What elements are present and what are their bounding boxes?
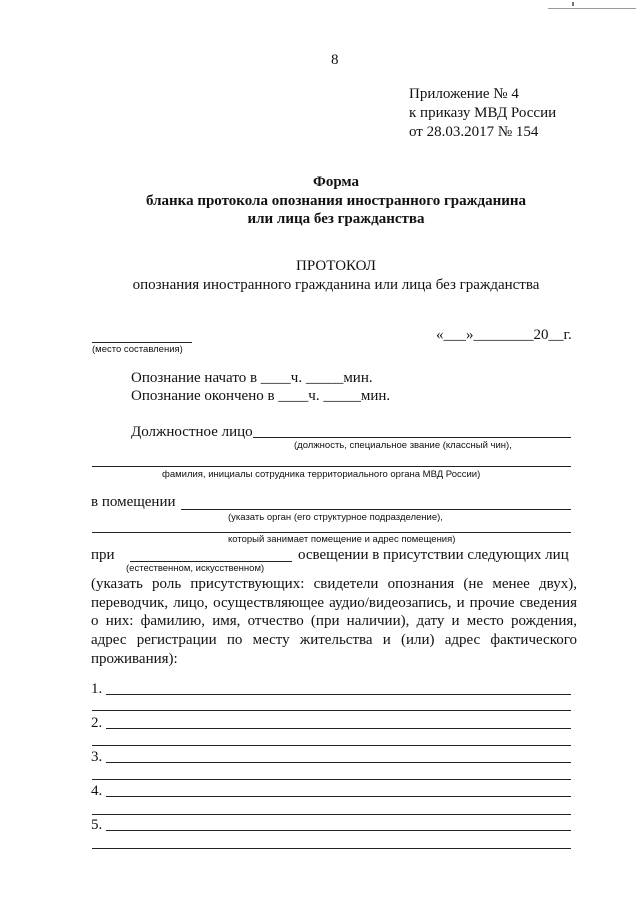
lighting-caption: (естественном, искусственном) (126, 563, 265, 574)
entry-line-1 (106, 694, 571, 695)
appendix-line-2: к приказу МВД России (409, 105, 557, 121)
official-caption-2: фамилия, инициалы сотрудника территориального органа МВД России) (162, 469, 481, 480)
appendix-line-1: Приложение № 4 (409, 86, 519, 102)
entry-line-1b (92, 710, 571, 711)
premises-label: в помещении (91, 494, 176, 510)
lighting-line (130, 561, 292, 562)
scan-dot (572, 2, 574, 6)
entry-number-2: 2. (91, 715, 103, 731)
time-end: Опознание окончено в ____ч. _____мин. (131, 388, 391, 404)
entry-line-4 (106, 796, 571, 797)
instructions-paragraph: (указать роль присутствующих: свидетели опознания (не менее двух), переводчик, лицо, осуществляющее аудио/видеозапись, и прочие сведения о них: фамилию, имя, отчество (при наличии), дату и место рождения, адрес регистрации по месту жительства и (или) адрес фактического проживания): (91, 576, 577, 667)
premises-line-2 (92, 532, 571, 533)
place-line (92, 342, 192, 343)
entry-line-2 (106, 728, 571, 729)
entry-number-4: 4. (91, 783, 103, 799)
form-title-line-3: или лица без гражданства (247, 211, 425, 227)
protocol-title: ПРОТОКОЛ (296, 258, 376, 274)
date-field: «___»________20__г. (436, 327, 572, 343)
entry-line-2b (92, 745, 571, 746)
official-line-1 (253, 437, 571, 438)
official-label: Должностное лицо (131, 424, 253, 440)
form-title-line-1: Форма (312, 174, 360, 190)
premises-caption-1: (указать орган (его структурное подразделение), (228, 512, 443, 523)
entry-number-3: 3. (91, 749, 103, 765)
form-title-line-2: бланка протокола опознания иностранного гражданина (145, 193, 527, 209)
entry-line-3b (92, 779, 571, 780)
entry-number-1: 1. (91, 681, 103, 697)
lighting-suffix: освещении в присутствии следующих лиц (298, 547, 569, 563)
entry-line-5 (106, 830, 571, 831)
entry-line-3 (106, 762, 571, 763)
entry-number-5: 5. (91, 817, 103, 833)
premises-caption-2: который занимает помещение и адрес помещения) (228, 534, 456, 545)
entry-line-4b (92, 814, 571, 815)
premises-line-1 (181, 509, 571, 510)
scan-edge-mark (548, 8, 636, 9)
place-caption: (место составления) (92, 344, 183, 355)
entry-line-5b (92, 848, 571, 849)
time-start: Опознание начато в ____ч. _____мин. (131, 370, 373, 386)
lighting-prefix: при (91, 547, 115, 563)
page-number: 8 (331, 52, 339, 68)
protocol-subtitle: опознания иностранного гражданина или лица без гражданства (132, 277, 540, 293)
official-caption-1: (должность, специальное звание (классный чин), (294, 440, 512, 451)
appendix-line-3: от 28.03.2017 № 154 (409, 124, 539, 140)
official-line-2 (92, 466, 571, 467)
